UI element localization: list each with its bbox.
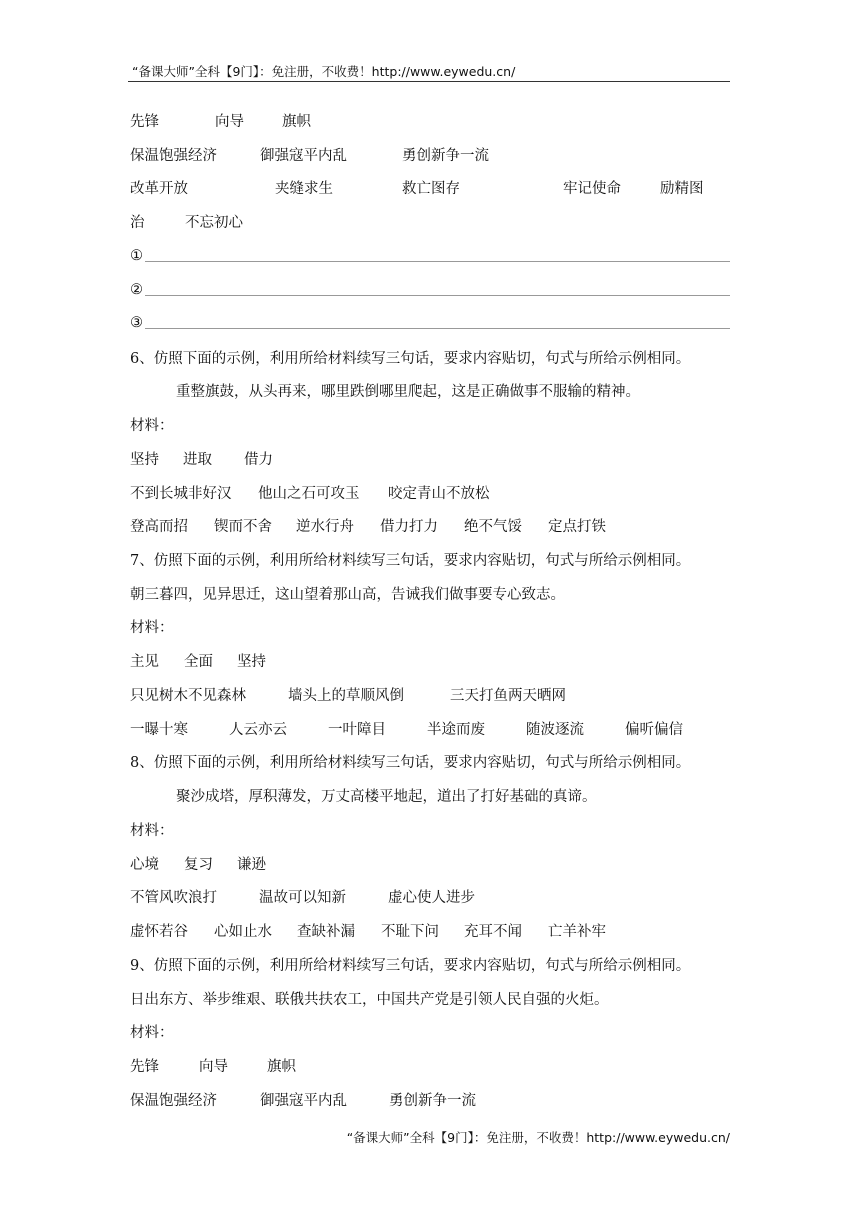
word: 一曝十寒 [130, 722, 188, 738]
word: 绝不气馁 [464, 519, 522, 535]
word: 虚怀若谷 [130, 924, 188, 940]
material-label: 材料： [130, 418, 174, 434]
answer-blank-1[interactable] [130, 248, 730, 268]
word: 勇创新争一流 [389, 1093, 476, 1109]
word: 查缺补漏 [297, 924, 355, 940]
word: 心如止水 [214, 924, 272, 940]
word: 不耻下问 [381, 924, 439, 940]
answer-blank-2[interactable] [130, 282, 730, 302]
blank-underline [145, 261, 730, 262]
blank-number: ② [130, 282, 143, 298]
example-sentence: 重整旗鼓，从头再来，哪里跌倒哪里爬起，这是正确做事不服输的精神。 [176, 384, 640, 400]
word: 只见树木不见森林 [130, 688, 246, 704]
word: 锲而不舍 [214, 519, 272, 535]
word: 御强寇平内乱 [260, 148, 347, 164]
blank-underline [145, 295, 730, 296]
word: 夹缝求生 [275, 181, 333, 197]
word: 主见 [130, 654, 159, 670]
example-sentence: 朝三暮四，见异思迁，这山望着那山高，告诫我们做事要专心致志。 [130, 587, 565, 603]
material-label: 材料： [130, 620, 174, 636]
word: 温故可以知新 [259, 890, 346, 906]
word: 牢记使命 [563, 181, 621, 197]
word: 半途而废 [427, 722, 485, 738]
example-sentence: 日出东方、举步维艰、联俄共扶农工，中国共产党是引领人民自强的火炬。 [130, 992, 609, 1008]
word: 复习 [184, 857, 213, 873]
word: 向导 [215, 114, 244, 130]
blank-number: ③ [130, 315, 143, 331]
word: 虚心使人进步 [388, 890, 475, 906]
word: 改革开放 [130, 181, 188, 197]
word: 保温饱强经济 [130, 1093, 217, 1109]
word: 先锋 [130, 1059, 159, 1075]
word: 心境 [130, 857, 159, 873]
word: 救亡图存 [402, 181, 460, 197]
word: 全面 [184, 654, 213, 670]
word: 充耳不闻 [464, 924, 522, 940]
word: 三天打鱼两天晒网 [450, 688, 566, 704]
word: 励精图 [660, 181, 704, 197]
question-prompt: 6、仿照下面的示例，利用所给材料续写三句话，要求内容贴切，句式与所给示例相同。 [130, 351, 691, 367]
word: 坚持 [237, 654, 266, 670]
word: 治 [130, 215, 145, 231]
word: 随波逐流 [526, 722, 584, 738]
word: 勇创新争一流 [402, 148, 489, 164]
page-header: “备课大师”全科【9门】：免注册，不收费！http://www.eywedu.cn/ [132, 64, 516, 79]
word: 定点打铁 [548, 519, 606, 535]
word: 偏听偏信 [625, 722, 683, 738]
header-divider [128, 81, 730, 82]
word: 借力 [244, 452, 273, 468]
example-sentence: 聚沙成塔，厚积薄发，万丈高楼平地起，道出了打好基础的真谛。 [176, 789, 597, 805]
word: 咬定青山不放松 [388, 486, 490, 502]
answer-blank-3[interactable] [130, 315, 730, 335]
word: 旗帜 [267, 1059, 296, 1075]
blank-number: ① [130, 248, 143, 264]
word: 一叶障目 [328, 722, 386, 738]
word: 谦逊 [237, 857, 266, 873]
word: 先锋 [130, 114, 159, 130]
word: 不忘初心 [185, 215, 243, 231]
word: 逆水行舟 [296, 519, 354, 535]
word: 坚持 [130, 452, 159, 468]
blank-underline [145, 328, 730, 329]
word: 进取 [183, 452, 212, 468]
word: 登高而招 [130, 519, 188, 535]
question-prompt: 9、仿照下面的示例，利用所给材料续写三句话，要求内容贴切，句式与所给示例相同。 [130, 958, 691, 974]
page-footer: “备课大师”全科【9门】：免注册，不收费！http://www.eywedu.cn/ [346, 1130, 730, 1145]
question-prompt: 8、仿照下面的示例，利用所给材料续写三句话，要求内容贴切，句式与所给示例相同。 [130, 755, 691, 771]
word: 旗帜 [282, 114, 311, 130]
word: 人云亦云 [229, 722, 287, 738]
word: 向导 [199, 1059, 228, 1075]
word: 保温饱强经济 [130, 148, 217, 164]
word: 亡羊补牢 [548, 924, 606, 940]
word: 不到长城非好汉 [130, 486, 232, 502]
word: 借力打力 [380, 519, 438, 535]
material-label: 材料： [130, 1025, 174, 1041]
word: 不管风吹浪打 [130, 890, 217, 906]
material-label: 材料： [130, 823, 174, 839]
word: 他山之石可攻玉 [258, 486, 360, 502]
word: 墙头上的草顺风倒 [288, 688, 404, 704]
word: 御强寇平内乱 [260, 1093, 347, 1109]
question-prompt: 7、仿照下面的示例，利用所给材料续写三句话，要求内容贴切，句式与所给示例相同。 [130, 553, 691, 569]
